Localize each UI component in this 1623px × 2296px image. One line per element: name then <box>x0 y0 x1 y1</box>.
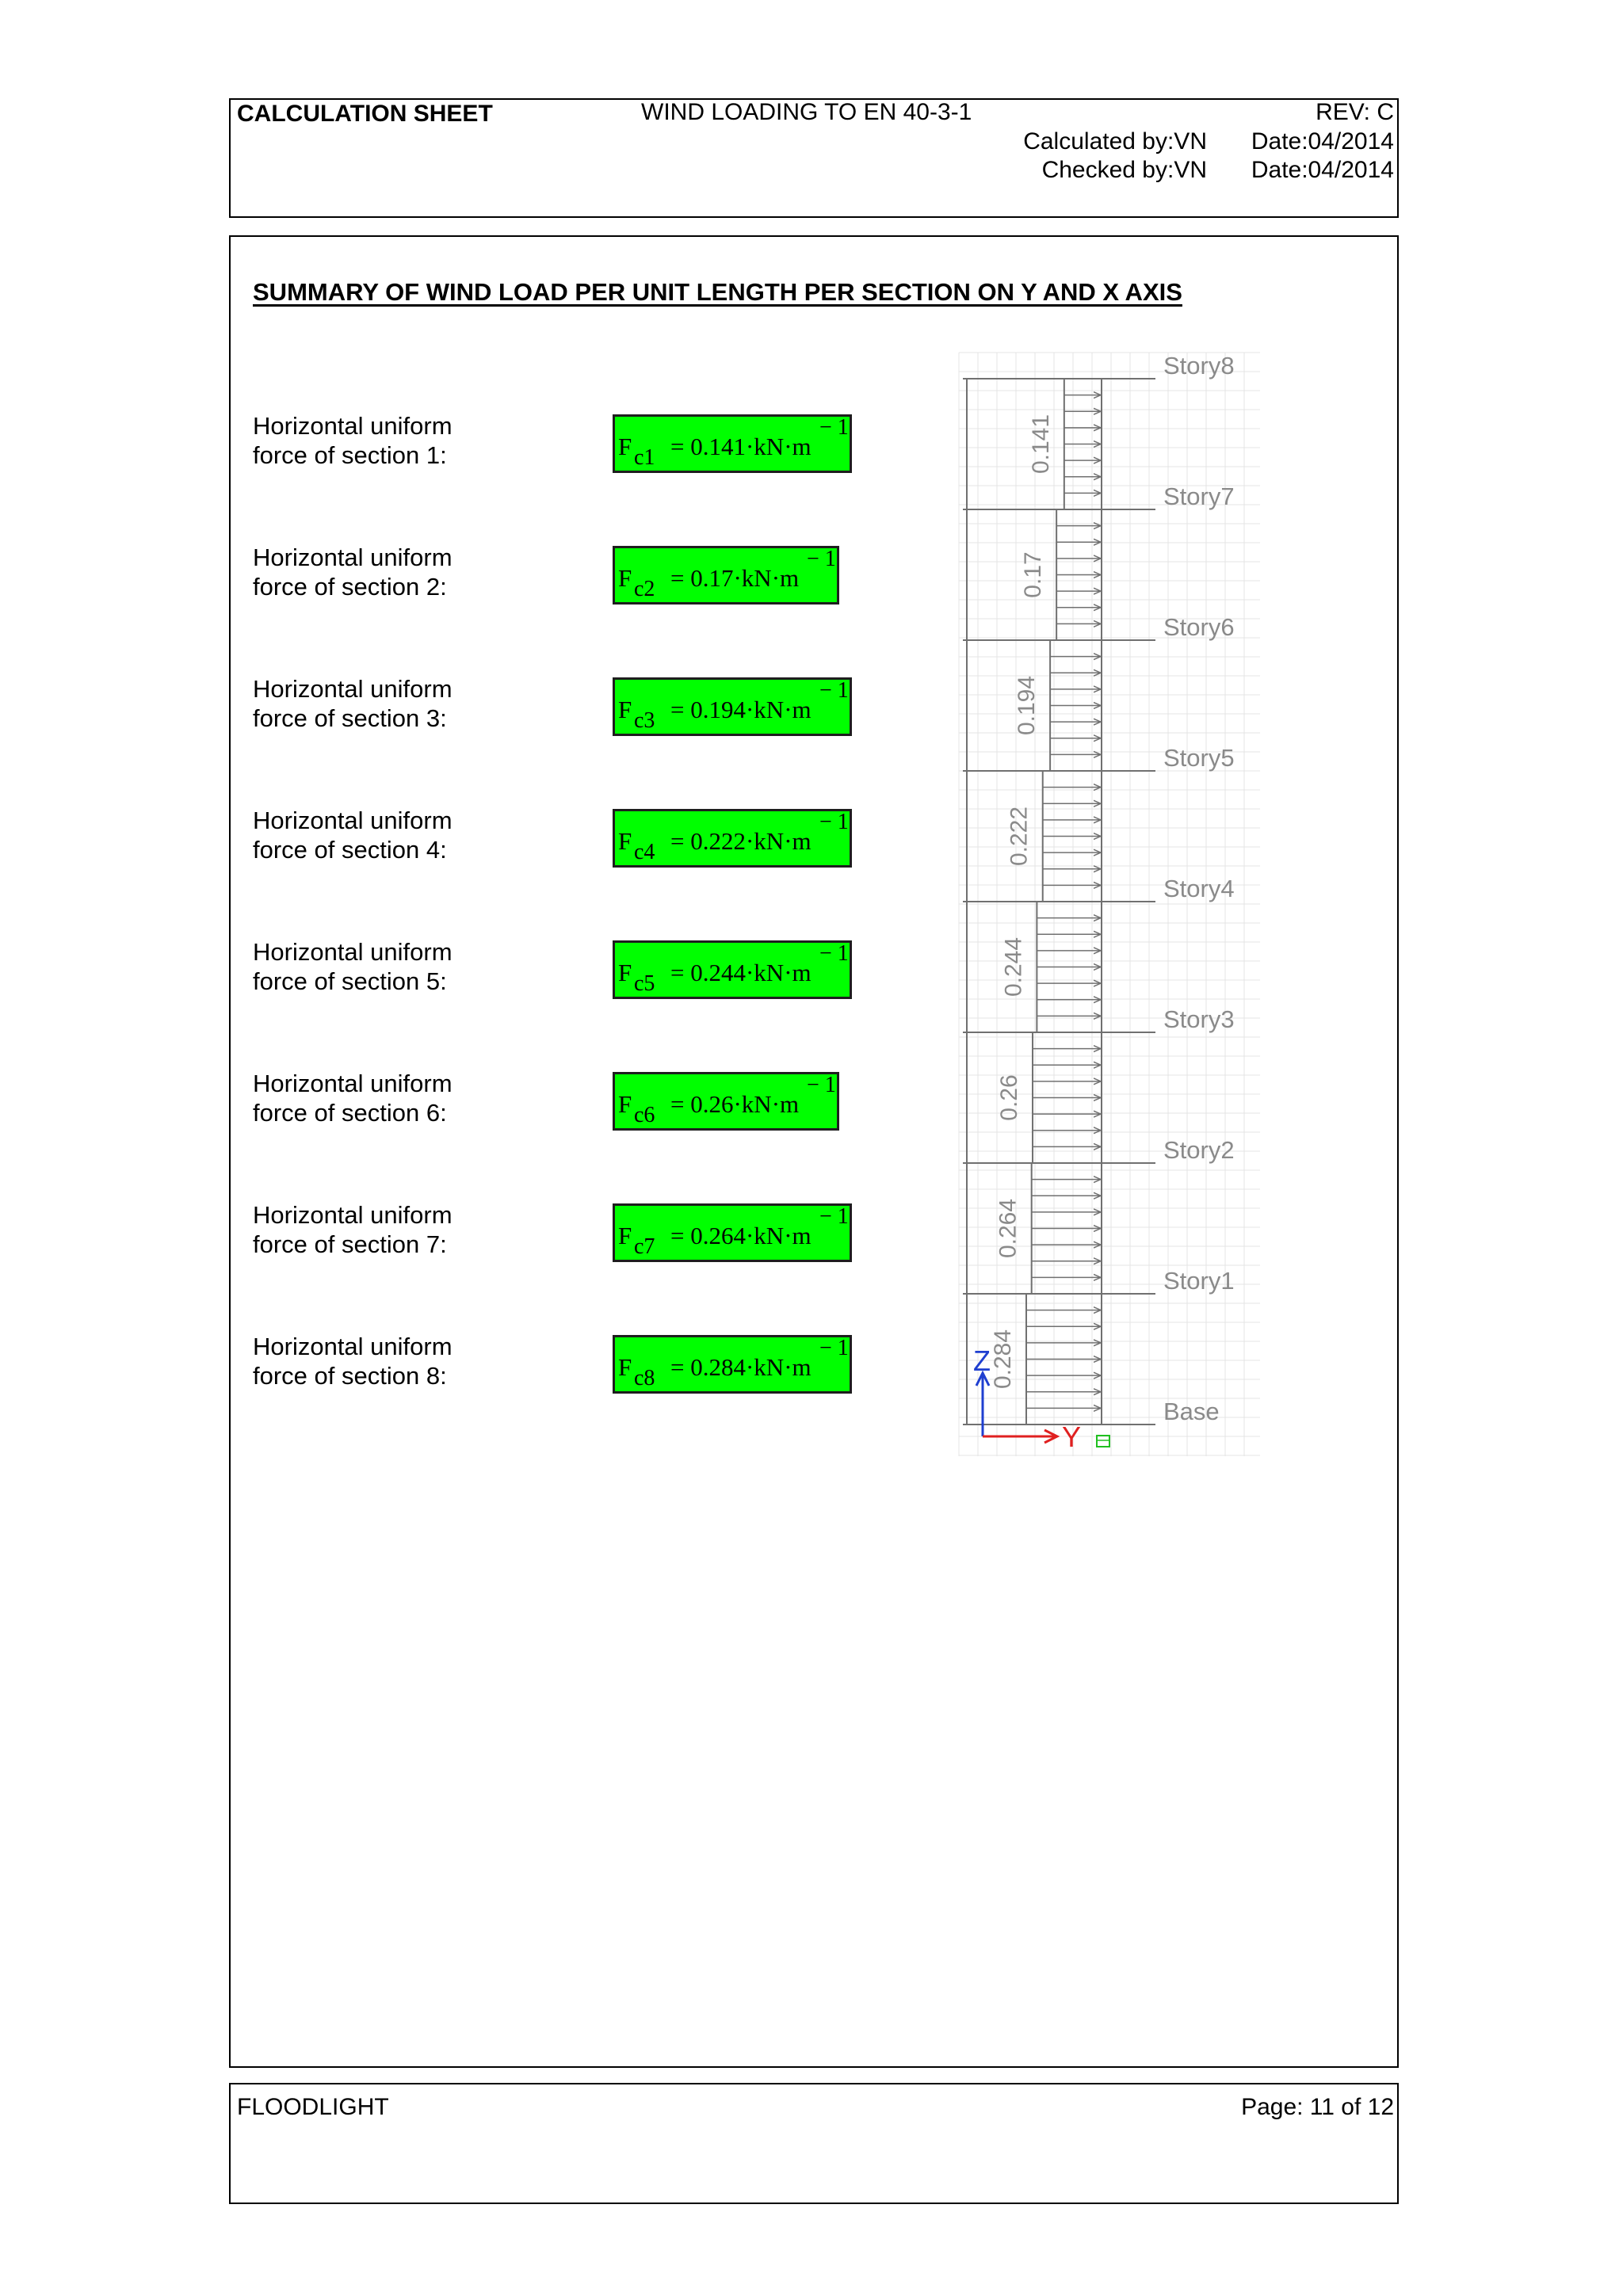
force-label-6: Horizontal uniform force of section 6: <box>253 1070 453 1127</box>
document-title: WIND LOADING TO EN 40-3-1 <box>641 99 972 125</box>
story-label: Base <box>1163 1398 1220 1425</box>
load-value-label: 0.26 <box>996 1074 1023 1121</box>
z-axis-label: Z <box>973 1344 991 1377</box>
story-label: Story2 <box>1163 1136 1235 1164</box>
story-label: Story8 <box>1163 352 1235 379</box>
story-label: Story1 <box>1163 1267 1235 1295</box>
project-name: FLOODLIGHT <box>237 2094 389 2120</box>
calculated-date: Date:04/2014 <box>1251 128 1394 154</box>
story-label: Story4 <box>1163 875 1235 902</box>
story-label: Story7 <box>1163 482 1235 510</box>
force-label-4: Horizontal uniform force of section 4: <box>253 807 453 864</box>
story-label: Story3 <box>1163 1005 1235 1033</box>
force-label-8: Horizontal uniform force of section 8: <box>253 1333 453 1390</box>
load-value-label: 0.222 <box>1006 806 1033 867</box>
load-value-label: 0.194 <box>1014 675 1041 736</box>
load-value-label: 0.17 <box>1020 551 1047 598</box>
force-value-box-7: F c7 = 0.264·kN·m − 1 <box>613 1203 852 1262</box>
wind-load-diagram <box>943 341 1268 1458</box>
force-value-box-3: F c3 = 0.194·kN·m − 1 <box>613 677 852 736</box>
force-value-box-8: F c8 = 0.284·kN·m − 1 <box>613 1335 852 1394</box>
page-number: Page: 11 of 12 <box>1241 2094 1394 2120</box>
force-value-box-1: F c1 = 0.141·kN·m − 1 <box>613 414 852 473</box>
story-label: Story6 <box>1163 613 1235 641</box>
sheet-label: CALCULATION SHEET <box>237 101 493 127</box>
checked-date: Date:04/2014 <box>1251 157 1394 183</box>
y-axis-label: Y <box>1062 1421 1082 1453</box>
revision: REV: C <box>1316 99 1394 125</box>
force-value-box-2: F c2 = 0.17·kN·m − 1 <box>613 546 839 605</box>
footer-box <box>229 2083 1399 2204</box>
force-label-5: Horizontal uniform force of section 5: <box>253 938 453 995</box>
force-value-box-6: F c6 = 0.26·kN·m − 1 <box>613 1072 839 1131</box>
checked-by: Checked by:VN <box>1041 157 1207 183</box>
force-value-box-4: F c4 = 0.222·kN·m − 1 <box>613 809 852 868</box>
load-value-label: 0.141 <box>1027 414 1054 475</box>
story-label: Story5 <box>1163 744 1235 772</box>
support-icon <box>1097 1436 1109 1447</box>
load-value-label: 0.264 <box>995 1198 1022 1259</box>
force-label-3: Horizontal uniform force of section 3: <box>253 675 453 732</box>
load-value-label: 0.284 <box>990 1329 1016 1390</box>
load-value-label: 0.244 <box>1000 936 1027 997</box>
force-label-1: Horizontal uniform force of section 1: <box>253 412 453 469</box>
force-label-2: Horizontal uniform force of section 2: <box>253 543 453 601</box>
force-label-7: Horizontal uniform force of section 7: <box>253 1201 453 1258</box>
force-value-box-5: F c5 = 0.244·kN·m − 1 <box>613 940 852 999</box>
summary-title: SUMMARY OF WIND LOAD PER UNIT LENGTH PER SECTION ON Y AND X AXIS <box>253 278 1182 306</box>
calculated-by: Calculated by:VN <box>1023 128 1207 154</box>
